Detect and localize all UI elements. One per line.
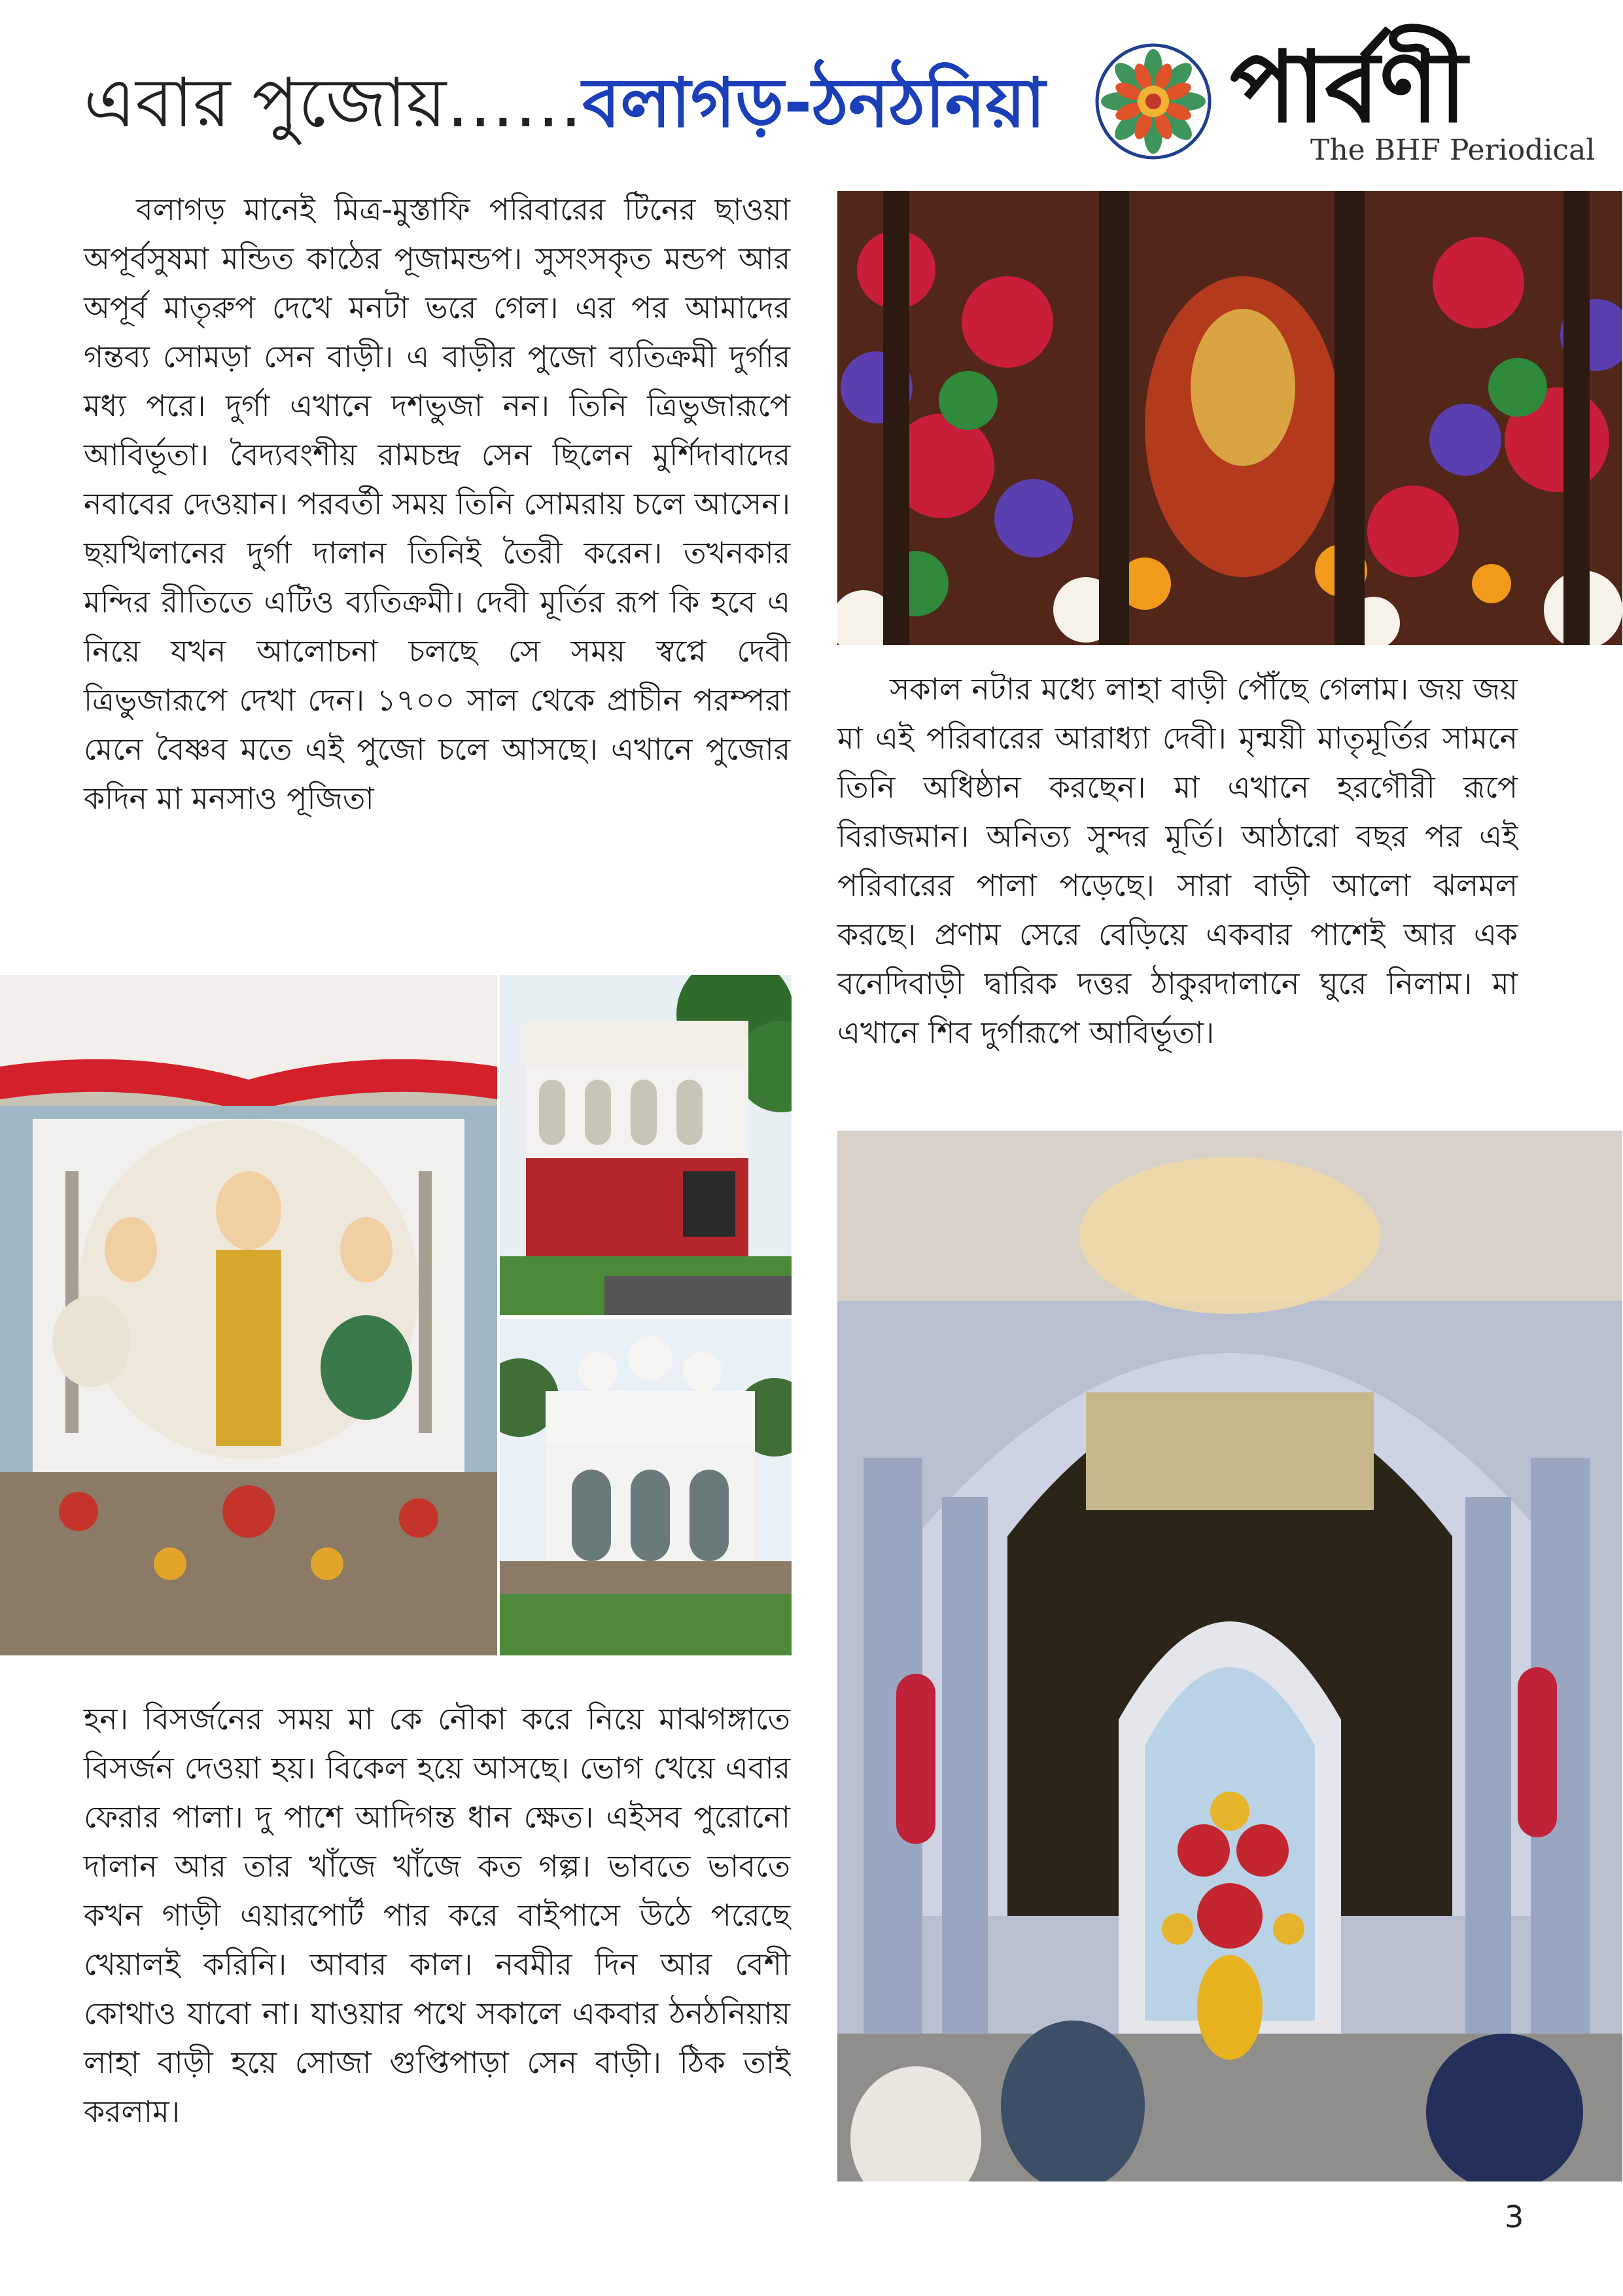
page-number: 3 bbox=[1505, 2199, 1524, 2234]
logo-tagline: The BHF Periodical bbox=[1310, 133, 1596, 167]
photo-dalan-building bbox=[500, 975, 792, 1315]
photo-white-temple bbox=[500, 1319, 792, 1655]
mandala-logo-icon bbox=[1094, 42, 1213, 161]
photo-thakurdalan-interior bbox=[837, 1131, 1622, 2181]
page-title bbox=[84, 54, 1045, 152]
article-paragraph-1: বলাগড় মানেই মিত্র-মুস্তাফি পরিবারের টিনের ছাওয়া অপূর্বসুষমা মন্ডিত কাঠের পূজামন্ডপ। সুসংসকৃত মন্ডপ আর অপূর্ব মাতৃরুপ দেখে মনটা ভরে গেল। এর পর আমাদের গন্তব্য সোমড়া সেন বাড়ী। এ বাড়ীর পুজো ব্যতিক্রমী দুর্গার মধ্য পরে। দুর্গা এখানে দশভুজা নন। তিনি ত্রিভুজারূপে আবির্ভূতা। বৈদ্যবংশীয় রামচন্দ্র সেন ছিলেন মুর্শিদাবাদের নবাবের দেওয়ান। পরবর্তী সময় তিনি সোমরায় চলে আসেন। ছয়খিলানের দুর্গা দালান তিনিই তৈরী করেন। তখনকার মন্দির রীতিতে এটিও ব্যতিক্রমী। দেবী মূর্তির রূপ কি হবে এ নিয়ে যখন আলোচনা চলছে সে সময় স্বপ্নে দেবী ত্রিভুজারূপে দেখা দেন। ১৭০০ সাল থেকে প্রাচীন পরম্পরা মেনে বৈষ্ণব মতে এই পুজো চলে আসছে। এখানে পুজোর কদিন মা মনসাও পূজিতা bbox=[84, 192, 790, 816]
photo-durga-idol bbox=[0, 975, 497, 1655]
title-subtitle: বলাগড়-ঠনঠনিয়া bbox=[582, 63, 1045, 143]
photo-garlanded-deity bbox=[837, 191, 1622, 645]
logo-wordmark: পার্বণী bbox=[1230, 31, 1467, 145]
article-paragraph-3: হন। বিসর্জনের সময় মা কে নৌকা করে নিয়ে মাঝগঙ্গাতে বিসর্জন দেওয়া হয়। বিকেল হয়ে আসছে। ভোগ খেয়ে এবার ফেরার পালা। দু পাশে আদিগন্ত ধান ক্ষেত। এইসব পুরোনো দালান আর তার খাঁজে খাঁজে কত গল্প। ভাবতে ভাবতে কখন গাড়ী এয়ারপোর্ট পার করে বাইপাসে উঠে পরেছে খেয়ালই করিনি। আবার কাল। নবমীর দিন আর বেশী কোথাও যাবো না। যাওয়ার পথে সকালে একবার ঠনঠনিয়ায় লাহা বাড়ী হয়ে সোজা গুপ্তিপাড়া সেন বাড়ী। ঠিক তাই করলাম। bbox=[84, 1701, 790, 2129]
title-text: এবার পুজোয়…… bbox=[84, 63, 583, 143]
article-paragraph-2: সকাল নটার মধ্যে লাহা বাড়ী পৌঁছে গেলাম। জয় জয় মা এই পরিবারের আরাধ্যা দেবী। মৃন্ময়ী মাতৃমূর্তির সামনে তিনি অধিষ্ঠান করছেন। মা এখানে হরগৌরী রূপে বিরাজমান। অনিত্য সুন্দর মূর্তি। আঠারো বছর পর এই পরিবারের পালা পড়েছে। সারা বাড়ী আলো ঝলমল করছে। প্রণাম সেরে বেড়িয়ে একবার পাশেই আর এক বনেদিবাড়ী দ্বারিক দত্তর ঠাকুরদালানে ঘুরে নিলাম। মা এখানে শিব দুর্গারূপে আবির্ভূতা। bbox=[837, 671, 1518, 1050]
